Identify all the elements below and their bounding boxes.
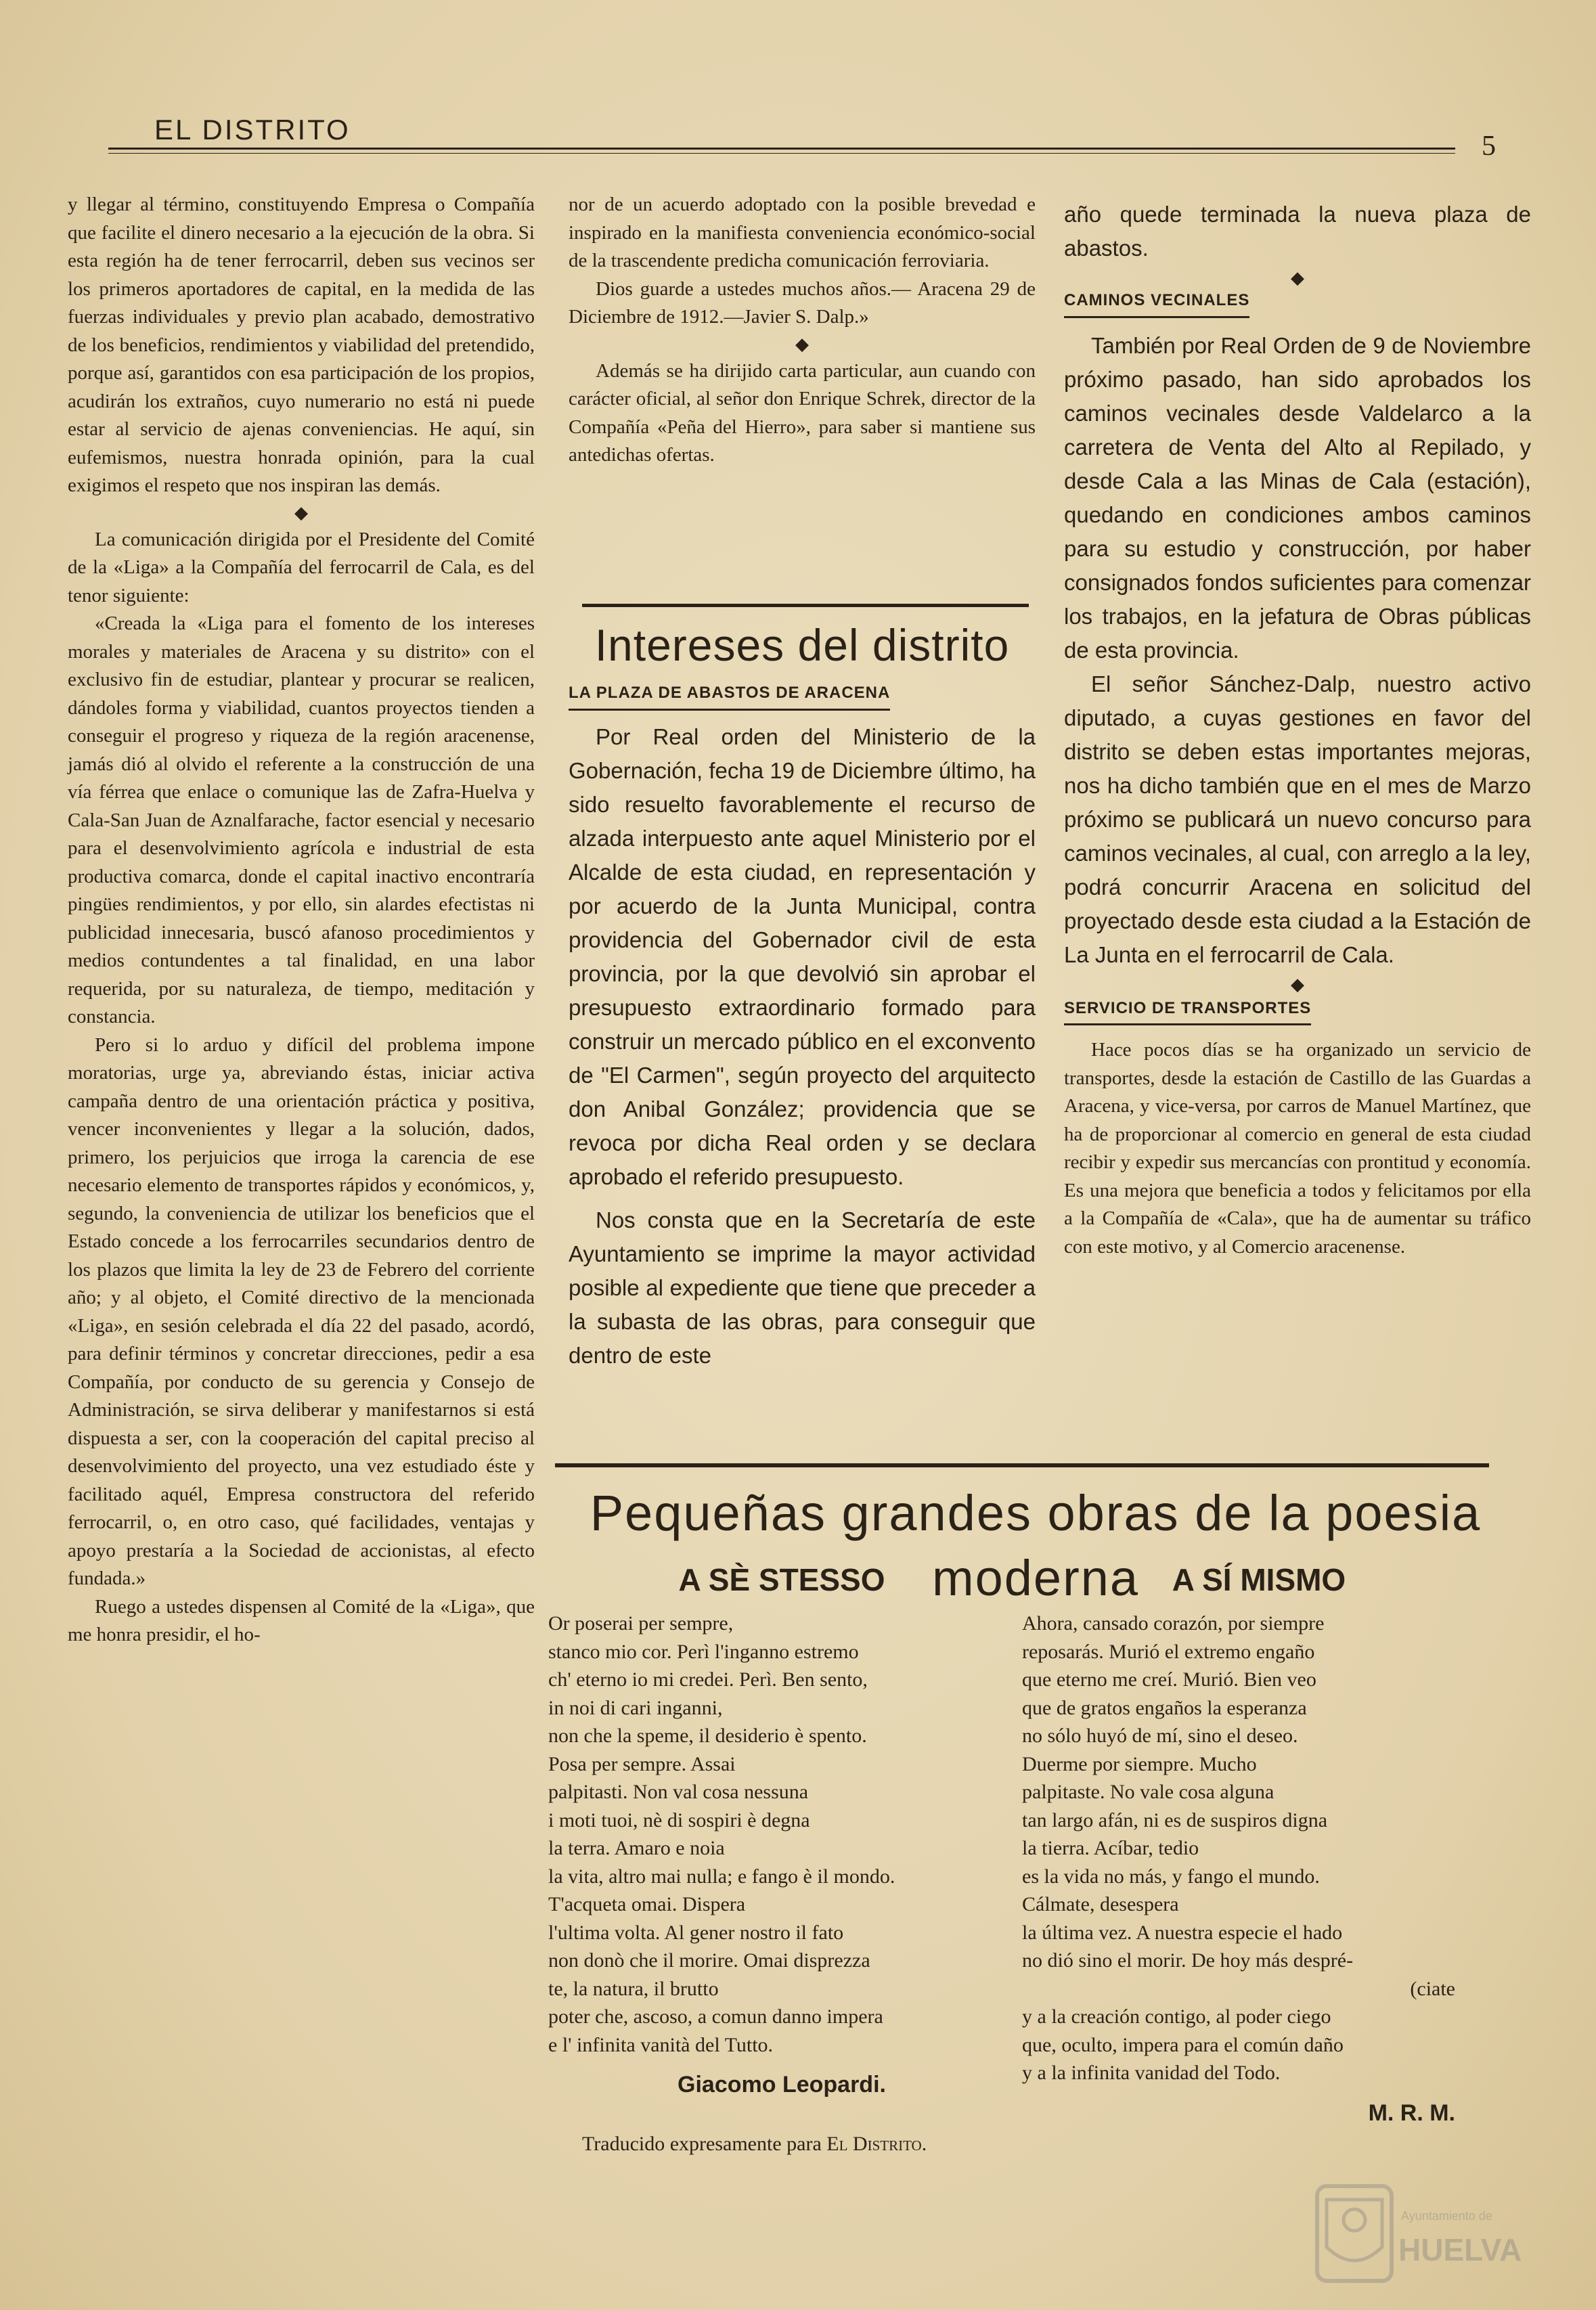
col1-paragraph: Ruego a ustedes dispensen al Comité de la «Liga», que me honra presidir, el ho-	[68, 1595, 535, 1645]
poem-line: no dió sino el morir. De hoy más despré-	[1022, 1949, 1354, 1972]
poem-line: palpitaste. No vale cosa alguna	[1022, 1781, 1274, 1803]
poem-line: Cálmate, desespera	[1022, 1893, 1179, 1915]
poem-line: i moti tuoi, nè di sospiri è degna	[548, 1808, 810, 1831]
section-rule	[582, 604, 1029, 607]
poem-line: (ciate	[1410, 1977, 1455, 2000]
diamond-ornament: ◆	[294, 502, 308, 523]
section-title: Intereses del distrito	[594, 620, 1010, 670]
masthead	[108, 108, 1496, 162]
col1-paragraph: y llegar al término, constituyendo Empresa o Compañía que facilite el dinero necesario a la ejecución de la obra. Si esta región ha de tener ferrocarril, deben sus vecinos ser los primeros aportadores de capital, en la medida de las fuerzas individuales y previo plan acabado, demostrativo de los beneficios, rendimientos y viabilidad del pretendido, porque así, garantidos con esa participación de los propios, acudirán los extraños, cuyo numerario no está ni puede estar al servicio de ajenas conveniencias. He aquí, sin eufemismos, nuestra honrada opinión, para la cual exigimos el respeto que nos inspiran las demás.	[68, 194, 535, 496]
col1-paragraph: Pero si lo arduo y difícil del problema impone moratorias, urge ya, abreviando éstas, iniciar activa campaña dentro de una orientación práctica y positiva, vencer inconvenientes y llegar a la solución, dados, primero, los perjuicios que irroga la carencia de ese necesario elemento de transportes rápidos y económicos, y, segundo, la conveniencia de utilizar los beneficios que el Estado concede a los ferrocarriles secundarios dentro de los plazos que limita la ley de 23 de Febrero del corriente año; y al objeto, el Comité directivo de la mencionada «Liga», en sesión celebrada el día 22 del pasado, acordó, para definir términos y concretar direcciones, pedir a esa Compañía, por conducto de su gerencia y Consejo de Administración, se sirva deliberar y manifestarnos si está dispuesta a ser, con la cooperación del capital preciso al desenvolvimiento del proyecto, una vez estudiado éste y facilitado aquél, Empresa constructora del referido ferrocarril, o, en otro caso, qué facilidades, ventajas y apoyo prestaría a la Sociedad de accionistas, al efecto fundada.»	[68, 1034, 535, 1589]
poem-line: stanco mio cor. Perì l'inganno estremo	[548, 1640, 859, 1663]
transportes-paragraph: Hace pocos días se ha organizado un servicio de transportes, desde la estación de Castillo de las Guardas a Aracena, y vice-versa, por carros de Manuel Martínez, que ha de proporcionar al comercio en general de esta ciudad recibir y expedir sus mercancías con prontitud y economía. Es una mejora que beneficia a todos y felicitamos por ella a la Compañía de «Cala», que ha de aumentar su tráfico con este motivo, y al Comercio aracenense.	[1064, 1039, 1531, 1258]
caminos-paragraph: También por Real Orden de 9 de Noviembre próximo pasado, han sido aprobados los caminos vecinales desde Valdelarco a la carretera de Venta del Alto al Repilado, y desde Cala a las Minas de Cala (estación), quedando en condiciones ambos caminos para su estudio y construcción, por haber consignados fondos suficientes para comenzar los trabajos, en la jefatura de Obras públicas de esta provincia.	[1064, 332, 1531, 663]
spanish-poem-title: A SÍ MISMO	[1172, 1562, 1346, 1597]
poem-line: palpitasti. Non val cosa nessuna	[548, 1781, 809, 1803]
italian-poem-author: Giacomo Leopardi.	[678, 2072, 886, 2097]
poem-line: Posa per sempre. Assai	[548, 1752, 736, 1775]
poem-line: no sólo huyó de mí, sino el deseo.	[1022, 1725, 1298, 1747]
section-paragraph: Por Real orden del Ministerio de la Gobernación, fecha 19 de Diciembre último, ha sido resuelto favorablemente el recurso de alzada interpuesto ante aquel Ministerio por el Alcalde de esta ciudad, en representación y por acuerdo de la Junta Municipal, contra providencia del Gobernador civil de esta provincia, por la que devolvió sin aprobar el presupuesto extraordinario formado para construir un mercado público en el exconvento de "El Carmen", según proyecto del arquitecto don Anibal González; providencia que se revoca por dicha Real orden y se declara aprobado el referido presupuesto.	[569, 724, 1036, 1189]
archive-seal-watermark	[1313, 2173, 1543, 2288]
poem-line: la tierra. Acíbar, tedio	[1022, 1837, 1199, 1859]
poem-line: non che la speme, il desiderio è spento.	[548, 1725, 867, 1747]
masthead-rule-thin	[108, 153, 1455, 154]
poem-line: la última vez. A nuestra especie el hado	[1022, 1921, 1343, 1944]
poem-line: Or poserai per sempre,	[548, 1612, 734, 1635]
poem-line: Duerme por siempre. Mucho	[1022, 1752, 1257, 1775]
poem-line: la vita, altro mai nulla; e fango è il mondo.	[548, 1865, 895, 1888]
diamond-ornament: ◆	[1291, 974, 1304, 994]
poem-line: in noi di cari inganni,	[548, 1696, 723, 1719]
translation-publication: El Distrito.	[826, 2133, 927, 2155]
col1-paragraph: «Creada la «Liga para el fomento de los intereses morales y materiales de Aracena y su distrito» con el exclusivo fin de estudiar, plantear y procurar se realicen, dándoles forma y viabilidad, cuantos proyectos tienden a conseguir el progreso y riqueza de la región aracenense, jamás dió al olvido el referente a la construcción de una vía férrea que enlace o comunique las de Zafra-Huelva y Cala-San Juan de Aznalfarache, factor esencial y necesario para el desenvolvimiento agrícola e industrial de esta productiva comarca, donde el capital inactivo encontraría pingües rendimientos, y por ello, sin alardes efectistas ni publicidad innecesaria, buscó afanoso procedimientos y medios contundentes a tal finalidad, en una labor requerida, por su naturaleza, de tiempo, meditación y constancia.	[68, 613, 535, 1027]
poem-line: que, oculto, impera para el común daño	[1022, 2033, 1344, 2056]
caminos-paragraph: El señor Sánchez-Dalp, nuestro activo diputado, a cuyas gestiones en favor del distrito se deben estas importantes mejoras, nos ha dicho también que en el mes de Marzo próximo se publicará un nuevo concurso para caminos vecinales, al cual, con arreglo a la ley, podrá concurrir Aracena en solicitud del proyectado desde esta ciudad a la Estación de La Junta en el ferrocarril de Cala.	[1064, 671, 1531, 967]
poem-line: que de gratos engaños la esperanza	[1022, 1696, 1307, 1719]
diamond-ornament: ◆	[1291, 268, 1304, 288]
poem-line: non donò che il morire. Omai disprezza	[548, 1949, 870, 1972]
transportes-heading: SERVICIO DE TRANSPORTES	[1064, 994, 1311, 1026]
poem-line: y a la creación contigo, al poder ciego	[1022, 2005, 1331, 2028]
col3-lead: año quede terminada la nueva plaza de abastos.	[1064, 202, 1531, 261]
spanish-poem	[1022, 1557, 1496, 2127]
intereses-section	[569, 615, 1036, 1373]
poem-line: la terra. Amaro e noia	[548, 1837, 725, 1859]
sub-heading: LA PLAZA DE ABASTOS DE ARACENA	[569, 679, 890, 711]
spanish-poem-author: M. R. M.	[1368, 2100, 1455, 2126]
col1-paragraph: La comunicación dirigida por el Presidente del Comité de la «Liga» a la Compañía del ferrocarril de Cala, es del tenor siguiente:	[68, 528, 535, 606]
col2-paragraph: Dios guarde a ustedes muchos años.— Aracena 29 de Diciembre de 1912.—Javier S. Dalp.»	[569, 277, 1036, 328]
svg-text:HUELVA: HUELVA	[1398, 2232, 1522, 2267]
poem-line: te, la natura, il brutto	[548, 1977, 719, 2000]
poem-line: poter che, ascoso, a comun danno impera	[548, 2005, 883, 2028]
svg-text:Ayuntamiento de: Ayuntamiento de	[1401, 2209, 1492, 2223]
masthead-rule	[108, 148, 1455, 150]
poem-line: T'acqueta omai. Dispera	[548, 1893, 746, 1915]
col2-paragraph: nor de un acuerdo adoptado con la posible brevedad e inspirado en la manifiesta conveniencia económico-social de la trascendente predicha comunicación ferroviaria.	[569, 194, 1036, 271]
column-2	[569, 191, 1036, 470]
poem-line: reposarás. Murió el extremo engaño	[1022, 1640, 1315, 1663]
column-1	[68, 191, 535, 1649]
italian-poem-title: A SÈ STESSO	[678, 1562, 885, 1597]
diamond-ornament: ◆	[795, 334, 809, 354]
translation-note	[582, 2131, 1462, 2158]
column-3	[1064, 198, 1531, 1261]
poetry-section-title: Pequeñas grandes obras de la poesia moderna	[590, 1485, 1482, 1606]
italian-poem	[548, 1557, 1015, 2100]
poem-line: es la vida no más, y fango el mundo.	[1022, 1865, 1320, 1888]
poem-line: ch' eterno io mi credei. Perì. Ben sento,	[548, 1668, 868, 1691]
poem-line: tan largo afán, ni es de suspiros digna	[1022, 1808, 1328, 1831]
italian-poem-lines	[548, 1609, 1015, 2059]
col2-paragraph: Además se ha dirijido carta particular, aun cuando con carácter oficial, al señor don Enrique Schrek, director de la Compañía «Peña del Hierro», para saber si mantiene sus antedichas ofertas.	[569, 359, 1036, 466]
poetry-rule	[555, 1463, 1489, 1467]
poem-line: e l' infinita vanità del Tutto.	[548, 2033, 774, 2056]
caminos-heading: CAMINOS VECINALES	[1064, 286, 1249, 318]
page-number: 5	[1482, 131, 1496, 162]
newspaper-title: EL DISTRITO	[154, 114, 351, 146]
translation-prefix: Traducido expresamente para	[582, 2133, 827, 2155]
poem-line: l'ultima volta. Al gener nostro il fato	[548, 1921, 844, 1944]
poem-line: y a la infinita vanidad del Todo.	[1022, 2062, 1281, 2084]
poem-line: que eterno me creí. Murió. Bien veo	[1022, 1668, 1316, 1691]
poem-line: Ahora, cansado corazón, por siempre	[1022, 1612, 1325, 1635]
spanish-poem-lines	[1022, 1609, 1496, 2087]
section-paragraph: Nos consta que en la Secretaría de este Ayuntamiento se imprime la mayor actividad posible al expediente que tiene que preceder a la subasta de las obras, para conseguir que dentro de este	[569, 1207, 1036, 1368]
